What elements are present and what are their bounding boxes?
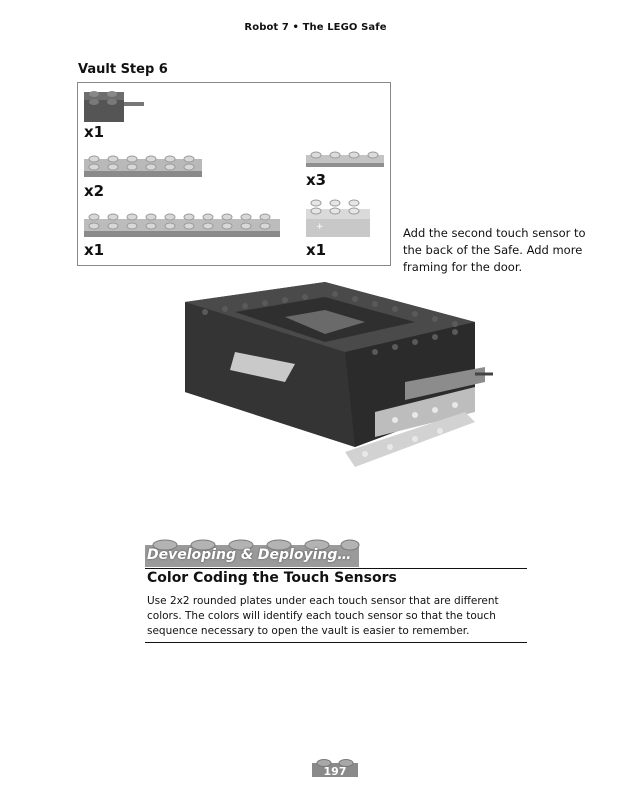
- sidebar-kicker: Developing & Deploying…: [147, 547, 352, 563]
- part-quantity: x2: [84, 182, 105, 200]
- part-quantity: x1: [306, 241, 327, 259]
- running-header: Robot 7 • The LEGO Safe: [244, 22, 387, 33]
- part-quantity: x3: [306, 171, 327, 189]
- touch-sensor-part-image: [84, 88, 146, 124]
- step-title: Vault Step 6: [78, 62, 168, 77]
- sidebar-bottom-rule: [145, 642, 527, 643]
- sidebar-body: Use 2x2 rounded plates under each touch sensor that are different colors. The colors will identify each touch sensor so that the touch sequence necessary to open the vault is easier to remember.: [147, 595, 499, 637]
- parts-list-box: [77, 82, 391, 266]
- part-quantity: x1: [84, 123, 105, 141]
- sidebar-top-rule: [145, 568, 527, 569]
- brick-2x3-part-image: [306, 195, 372, 241]
- beam-1x6-part-image: [84, 149, 204, 181]
- safe-assembly-image: [175, 282, 495, 477]
- sidebar-title: Color Coding the Touch Sensors: [147, 570, 397, 586]
- page-number: 197: [323, 765, 347, 778]
- plate-1x4-part-image: [306, 147, 386, 169]
- part-quantity: x1: [84, 241, 105, 259]
- svg-text:+: +: [316, 222, 324, 232]
- plate-1x10-part-image: [84, 207, 284, 241]
- step-instruction: Add the second touch sensor to the back of the Safe. Add more framing for the door.: [403, 226, 586, 274]
